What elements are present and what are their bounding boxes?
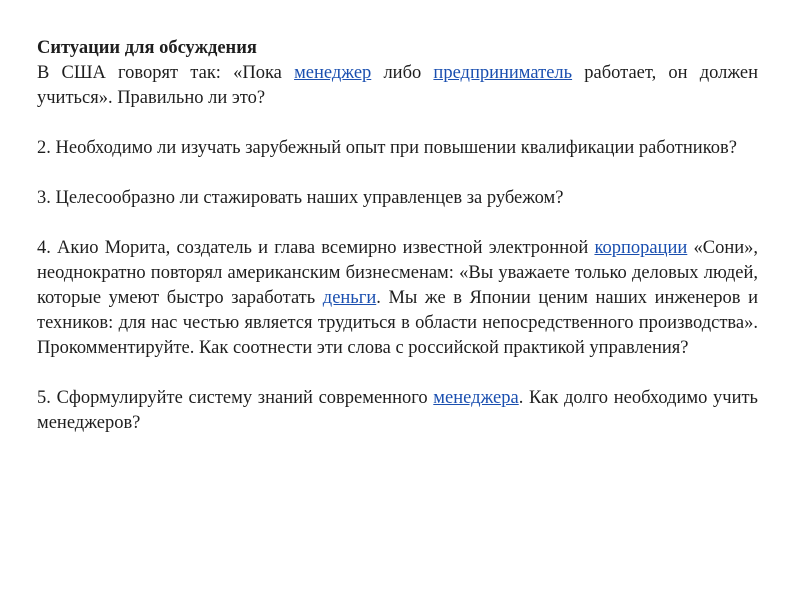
link-corporation[interactable]: корпорации bbox=[594, 238, 688, 258]
link-manager[interactable]: менеджер bbox=[294, 63, 372, 83]
question-5 bbox=[37, 386, 758, 436]
paragraph-gap bbox=[37, 111, 758, 136]
question-5-text-b: . Как долго необходимо учить менеджеров? bbox=[37, 388, 758, 433]
link-manager-genitive[interactable]: менеджера bbox=[433, 388, 519, 408]
question-2: 2. Необходимо ли изучать зарубежный опыт при повышении квалификации работников? bbox=[37, 138, 737, 158]
question-3: 3. Целесообразно ли стажировать наших управленцев за рубежом? bbox=[37, 188, 564, 208]
question-5-text-a: 5. Сформулируйте систему знаний современного bbox=[37, 388, 434, 408]
question-1-text-a: В США говорят так: «Пока bbox=[37, 63, 295, 83]
paragraph-gap bbox=[37, 161, 758, 186]
question-1-text-b: либо bbox=[371, 63, 434, 83]
link-entrepreneur[interactable]: предприниматель bbox=[433, 63, 573, 83]
question-4 bbox=[37, 236, 758, 361]
paragraph-gap bbox=[37, 361, 758, 386]
question-1-text-c: работает, он должен учиться». Правильно ли это? bbox=[37, 63, 758, 108]
paragraph-gap bbox=[37, 211, 758, 236]
question-4-text-b: «Сони», неоднократно повторял американским бизнесменам: «Вы уважаете только деловых людей, которые умеют быстро заработать bbox=[37, 238, 759, 308]
document-content bbox=[37, 36, 758, 436]
question-4-text-a: 4. Акио Морита, создатель и глава всемирно известной электронной bbox=[37, 238, 595, 258]
question-4-text-c: . Мы же в Японии ценим наших инженеров и техников: для нас честью является трудиться в области непосредственного производства». Прокомментируйте. Как соотнести эти слова с российской практикой управления? bbox=[37, 288, 758, 358]
document-title: Ситуации для обсуждения bbox=[37, 38, 257, 58]
link-money[interactable]: деньги bbox=[322, 288, 377, 308]
question-1 bbox=[37, 61, 758, 111]
